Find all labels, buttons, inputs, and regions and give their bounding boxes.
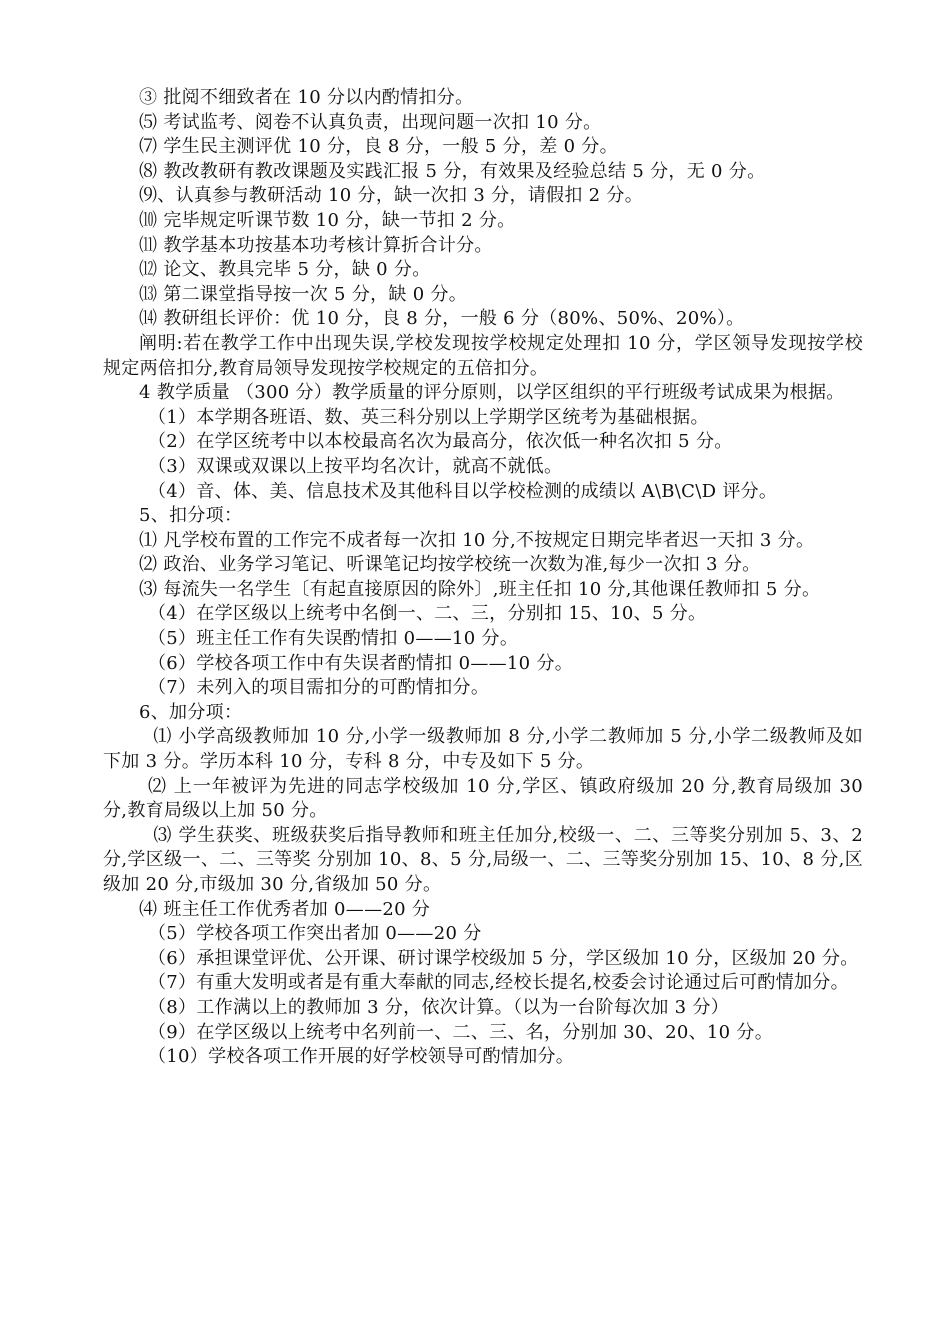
document-body [103,86,863,1070]
paragraph: ⑴ 小学高级教师加 10 分,小学一级教师加 8 分,小学二教师加 5 分,小学二级教师及如下加 3 分。学历本科 10 分，专科 8 分，中专及如下 5 分。 [103,726,863,773]
paragraph: （8）工作满以上的教师加 3 分，依次计算。（以为一台阶每次加 3 分） [148,996,730,1018]
paragraph: 5、扣分项： [139,505,243,527]
paragraph: ⑶ 学生获奖、班级获奖后指导教师和班主任加分,校级一、二、三等奖分别加 5、3、2 分,学区级一、二、三等奖 分别加 10、8、5 分,局级一、二、三等奖分别加 15、10、8 分,区级加 20 分,市级加 30 分,省级加 50 分。 [103,824,863,895]
paragraph: ⑽ 完毕规定听课节数 10 分，缺一节扣 2 分。 [139,209,516,231]
paragraph: ⑺ 学生民主测评优 10 分，良 8 分，一般 5 分，差 0 分。 [139,136,618,158]
paragraph: （2）在学区统考中以本校最高名次为最高分，依次低一种名次扣 5 分。 [148,431,733,453]
paragraph: （1）本学期各班语、数、英三科分别以上学期学区统考为基础根据。 [148,406,709,428]
paragraph: ⒁ 教研组长评价：优 10 分，良 8 分，一般 6 分（80%、50%、20%）。 [139,308,745,330]
paragraph: ③ 批阅不细致者在 10 分以内酌情扣分。 [139,87,474,108]
paragraph: ⑼、认真参与教研活动 10 分，缺一次扣 3 分，请假扣 2 分。 [139,185,644,207]
paragraph: （9）在学区级以上统考中名列前一、二、三、名，分别加 30、20、10 分。 [148,1021,774,1043]
paragraph: （4）音、体、美、信息技术及其他科目以学校检测的成绩以 A\B\C\D 评分。 [148,480,778,502]
paragraph: （6）学校各项工作中有失误者酌情扣 0——10 分。 [148,652,574,674]
paragraph: ⑻ 教改教研有教改课题及实践汇报 5 分，有效果及经验总结 5 分，无 0 分。 [139,160,766,182]
paragraph: （5）学校各项工作突出者加 0——20 分 [148,923,482,945]
paragraph: ⑿ 论文、教具完毕 5 分，缺 0 分。 [139,259,431,281]
paragraph: （5）班主任工作有失误酌情扣 0——10 分。 [148,628,519,650]
paragraph: ⑾ 教学基本功按基本功考核计算折合计分。 [139,234,493,256]
paragraph: ⑷ 班主任工作优秀者加 0——20 分 [139,898,431,920]
paragraph: ⑸ 考试监考、阅卷不认真负责，出现问题一次扣 10 分。 [139,111,602,133]
paragraph: ⑵ 政治、业务学习笔记、听课笔记均按学校统一次数为准,每少一次扣 3 分。 [139,554,761,576]
paragraph: （7）未列入的项目需扣分的可酌情扣分。 [148,677,490,699]
paragraph: 6、加分项： [139,701,243,723]
paragraph: ⑵ 上一年被评为先进的同志学校级加 10 分,学区、镇政府级加 20 分,教育局级加 30 分,教育局级以上加 50 分。 [103,775,863,822]
paragraph: ⑶ 每流失一名学生〔有起直接原因的除外〕,班主任扣 10 分,其他课任教师扣 5 分。 [139,578,821,600]
paragraph: 阐明:若在教学工作中出现失误,学校发现按学校规定处理扣 10 分，学区领导发现按学校规定两倍扣分,教育局领导发现按学校规定的五倍扣分。 [103,332,863,379]
paragraph: 4 教学质量 （300 分）教学质量的评分原则，以学区组织的平行班级考试成果为根据。 [139,382,845,404]
paragraph: （7）有重大发明或者是有重大奉献的同志,经校长提名,校委会讨论通过后可酌情加分。 [148,972,849,994]
paragraph: （3）双课或双课以上按平均名次计，就高不就低。 [148,455,563,477]
paragraph: ⒀ 第二课堂指导按一次 5 分，缺 0 分。 [139,283,468,305]
paragraph: ⑴ 凡学校布置的工作完不成者每一次扣 10 分,不按规定日期完毕者迟一天扣 3 分。 [139,529,815,551]
paragraph: （10）学校各项工作开展的好学校领导可酌情加分。 [148,1046,575,1068]
paragraph: （4）在学区级以上统考中名倒一、二、三，分别扣 15、10、5 分。 [148,603,707,625]
paragraph: （6）承担课堂评优、公开课、研讨课学校级加 5 分，学区级加 10 分，区级加 20 分。 [148,947,859,969]
